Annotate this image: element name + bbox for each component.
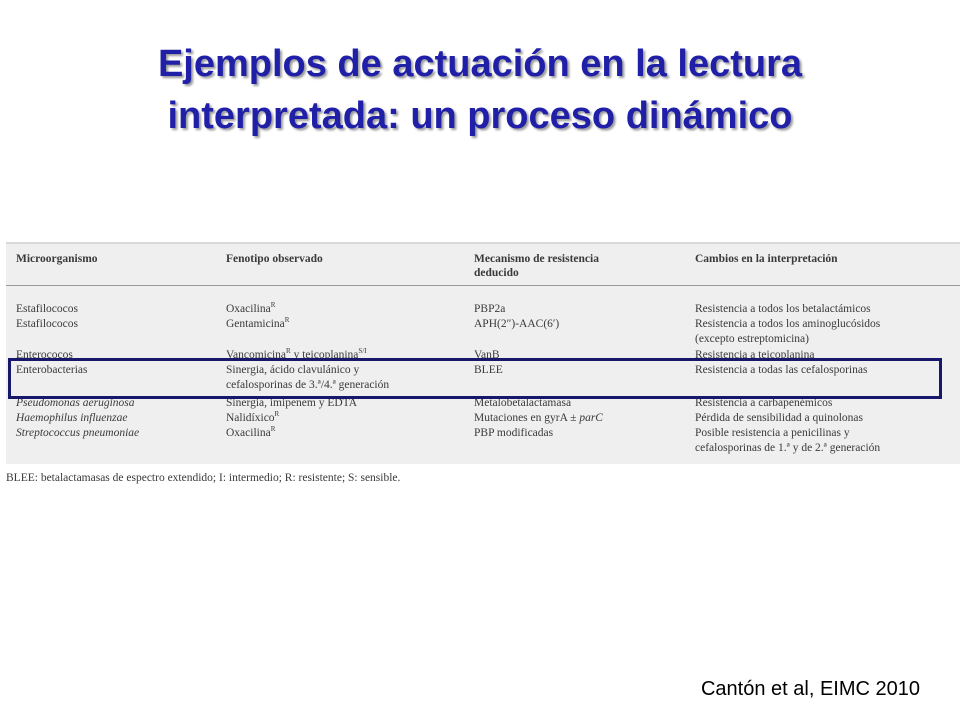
header-mecanismo (474, 252, 599, 280)
cell-mecanismo-5: Mutaciones en gyrA ± parC (474, 412, 603, 424)
cell-cambios-5: Pérdida de sensibilidad a quinolonas (695, 412, 863, 424)
cell-cambios-6: Posible resistencia a penicilinas y cefalosporinas de 1.ª y de 2.ª generación (695, 427, 881, 454)
cell-mecanismo-2: VanB (474, 349, 500, 361)
cell-mecanismo-6: PBP modificadas (474, 427, 554, 439)
table-footnote: BLEE: betalactamasas de espectro extendido; I: intermedio; R: resistente; S: sensible. (6, 472, 401, 484)
header-divider (6, 285, 960, 286)
resistance-table (6, 242, 960, 464)
enterobacterias-highlight-box (8, 358, 942, 399)
cell-cambios-4: Resistencia a carbapenémicos (695, 397, 833, 409)
header-mecanismo-line-2: deducido (474, 267, 519, 279)
header-microorganismo: Microorganismo (16, 253, 98, 265)
cell-micro-3: Enterobacterias (16, 364, 88, 376)
cell-micro-2: Enterococos (16, 349, 73, 361)
cell-mecanismo-4: Metalobetalactamasa (474, 397, 572, 409)
cell-cambios-1: Resistencia a todos los aminoglucósidos (excepto estreptomicina) (695, 318, 881, 345)
cell-cambios-0: Resistencia a todos los betalactámicos (695, 303, 871, 315)
header-fenotipo: Fenotipo observado (226, 253, 323, 265)
cell-fenotipo-0: Oxacilina$^R$ (226, 301, 276, 315)
cell-mecanismo-3: BLEE (474, 364, 503, 376)
cell-fenotipo-6: Oxacilina$^R$ (226, 425, 276, 439)
cell-fenotipo-4: Sinergia, imipenem y EDTA (226, 397, 358, 409)
cell-micro-0: Estafilococos (16, 303, 78, 315)
cell-micro-4: Pseudomonas aeruginosa (16, 397, 135, 409)
cell-micro-6: Streptococcus pneumoniae (16, 427, 140, 439)
cell-fenotipo-3: Sinergia, ácido clavulánico y cefalosporinas de 3.ª/4.ª generación (226, 364, 390, 391)
cell-cambios-2: Resistencia a teicoplanina (695, 349, 815, 361)
cell-cambios-3: Resistencia a todas las cefalosporinas (695, 364, 868, 376)
slide-title-line-2: interpretada: un proceso dinámico (167, 95, 793, 137)
slide-title-line-1: Ejemplos de actuación en la lectura (157, 43, 803, 85)
cell-mecanismo-0: PBP2a (474, 303, 506, 315)
cell-mecanismo-1: APH(2″)-AAC(6′) (474, 318, 560, 330)
cell-fenotipo-5: Nalidíxico$^R$ (226, 410, 280, 424)
cell-micro-5: Haemophilus influenzae (16, 412, 128, 424)
cell-fenotipo-1: Gentamicina$^R$ (226, 316, 290, 330)
cell-micro-1: Estafilococos (16, 318, 78, 330)
header-mecanismo-line-1: Mecanismo de resistencia (474, 253, 599, 265)
citation: Cantón et al, EIMC 2010 (700, 678, 920, 700)
header-cambios: Cambios en la interpretación (695, 253, 838, 265)
slide-title (0, 38, 960, 142)
cell-fenotipo-2: Vancomicina$^R$ y teicoplanina$^{S/I}$ (226, 347, 367, 361)
